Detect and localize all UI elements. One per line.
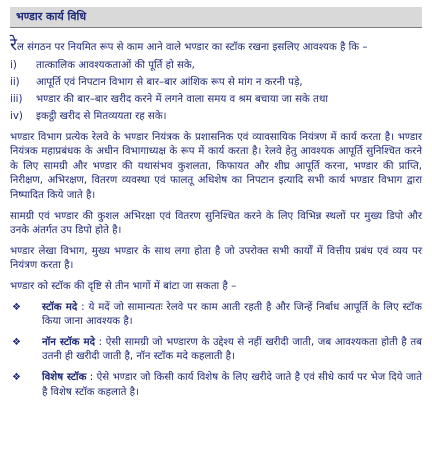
category-description: ऐसी सामग्री जो भण्डारण के उद्देश्य से नहीं खरीदी जाती, जब आवश्यकता होती है तब उतनी ही खरीदी जाती है, नॉन स्टॉक मदे कहलाती है। [42, 336, 422, 363]
category-description: ऐसे भण्डार जो किसी कार्य विशेष के लिए खरीदे जाते है एवं सीधे कार्य पर भेज दिये जाते है विशेष स्टॉक कहलाते है। [42, 371, 422, 398]
diamond-bullet-icon: ❖ [12, 301, 21, 313]
diamond-bullet-icon: ❖ [12, 371, 21, 383]
list-text: तात्कालिक आवश्यकताओं की पूर्ति हो सके, [36, 59, 195, 71]
list-number: i) [10, 59, 17, 71]
category-separator: : [86, 371, 97, 383]
list-text: भण्डार की बार–बार खरीद करने में लगने वाला समय व श्रम बचाया जा सके तथा [36, 93, 329, 105]
list-number: iv) [10, 110, 23, 122]
list-number: ii) [10, 76, 20, 88]
paragraph-stores-accounts: भण्डार लेखा विभाग, मुख्य भण्डार के साथ लगा होता है जो उपरोक्त सभी कार्यों में वित्तीय प्रबंध एवं व्यय पर नियंत्रण करता है। [10, 245, 422, 272]
list-number: iii) [10, 93, 23, 105]
category-term: नॉन स्टॉक मदे [42, 336, 95, 348]
diamond-bullet-icon: ❖ [12, 336, 21, 348]
intro-text: ल संगठन पर नियमित रूप से काम आने वाले भण्डार का स्टॉक रखना इसलिए आवश्यक है कि – [16, 42, 368, 53]
category-term: विशेष स्टॉक [42, 371, 87, 383]
category-description: ये मदें जो सामान्यतः रेलवे पर काम आती रहती है और जिन्हें निर्बाध आपूर्ति के लिए स्टॉक किया जाना आवश्यक है। [42, 301, 423, 328]
list-text: इकट्ठी खरीद से मितव्ययता रह सके। [36, 110, 167, 122]
list-item [10, 371, 422, 400]
list-item [10, 108, 422, 125]
list-item [10, 57, 422, 74]
list-item [10, 91, 422, 108]
list-item [10, 74, 422, 91]
intro-dropcap: रे [10, 35, 17, 55]
intro-paragraph [10, 35, 422, 56]
paragraph-depots: सामग्री एवं भण्डार की कुशल अभिरक्षा एवं वितरण सुनिश्चित करने के लिए विभिन्न स्थलों पर मुख्य डिपो और उनके अंतर्गत उप डिपो होते है। [10, 210, 422, 237]
category-separator: : [94, 336, 106, 348]
paragraph-stores-department: भण्डार विभाग प्रत्येक रेलवे के भण्डार नियंत्रक के प्रशासनिक एवं व्यावसायिक नियंत्रण में कार्य करता है। भण्डार नियंत्रक महाप्रबंधक के अधीन विभागाध्यक्ष के रूप में कार्य करता है। रेलवे हेतु आवश्यक आपूर्ति सुनिश्चित करने के लिए सामग्री और भण्डार की यथासंभव कुशलता, किफायत और शीघ्र आपूर्ति करना, भण्डार की प्राप्ति, निरीक्षण, अभिरक्षण, वितरण व्यवस्था एवं फालतू अधिशेष का निपटान इत्यादि सभी कार्य भण्डार विभाग द्वारा निष्पादित किये जाते है। [10, 131, 422, 201]
category-term: स्टॉक मदे [42, 301, 78, 313]
category-separator: : [77, 301, 89, 313]
list-item [10, 301, 422, 330]
section-title: भण्डार कार्य विधि [10, 7, 422, 28]
list-text: आपूर्ति एवं निपटान विभाग से बार–बार आंशिक रूप से मांग न करनी पड़े, [36, 76, 303, 88]
stock-categories-list [10, 301, 422, 401]
reasons-list [10, 57, 422, 125]
paragraph-stock-division: भण्डार को स्टॉक की दृष्टि से तीन भागों में बांटा जा सकता है – [10, 280, 237, 292]
list-item [10, 336, 422, 365]
